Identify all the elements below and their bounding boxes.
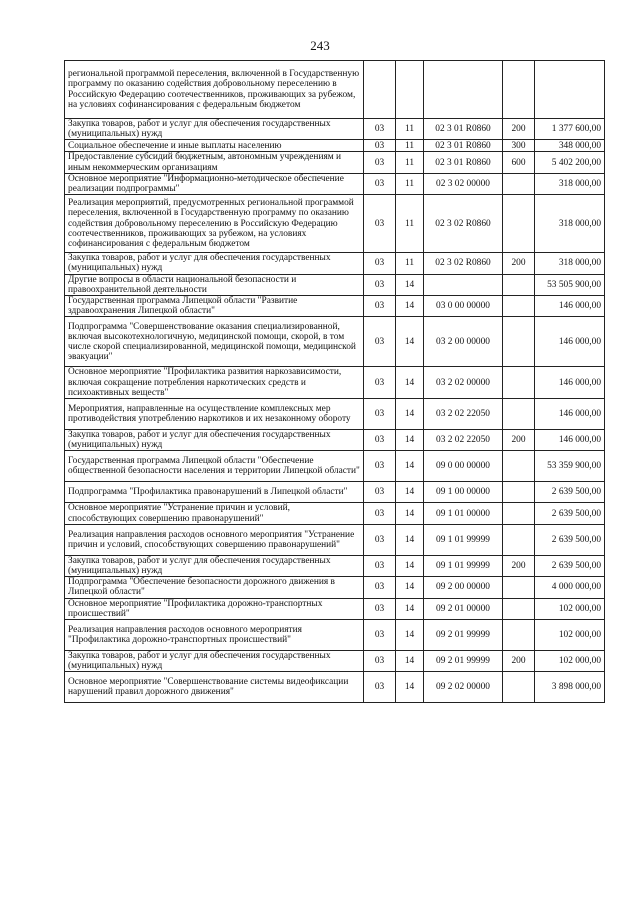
row-target-code: 02 3 02 00000 [424, 173, 503, 194]
row-name: Основное мероприятие "Устранение причин и условий, способствующих совершению правонарушений" [65, 503, 364, 524]
row-expense-type: 200 [503, 253, 535, 274]
row-amount [535, 61, 605, 119]
row-section: 03 [364, 317, 396, 367]
row-name: Закупка товаров, работ и услуг для обеспечения государственных (муниципальных) нужд [65, 430, 364, 451]
row-target-code: 09 1 00 00000 [424, 482, 503, 503]
row-subsection: 14 [396, 367, 424, 399]
row-expense-type: 600 [503, 152, 535, 173]
table-row [65, 524, 605, 555]
row-name: Закупка товаров, работ и услуг для обеспечения государственных (муниципальных) нужд [65, 253, 364, 274]
row-section [364, 61, 396, 119]
row-section: 03 [364, 173, 396, 194]
row-amount: 2 639 500,00 [535, 503, 605, 524]
table-row [65, 482, 605, 503]
row-section: 03 [364, 577, 396, 598]
row-name: региональной программой переселения, включенной в Государственную программу по оказанию содействия добровольному переселению в Российскую Федерацию соотечественников, проживающих за рубежом, на условиях софинансирования с федеральным бюджетом [65, 61, 364, 119]
row-name: Основное мероприятие "Совершенствование системы видеофиксации нарушений правил дорожного движения" [65, 672, 364, 703]
row-amount: 318 000,00 [535, 253, 605, 274]
row-name: Закупка товаров, работ и услуг для обеспечения государственных (муниципальных) нужд [65, 555, 364, 576]
row-expense-type [503, 672, 535, 703]
row-target-code: 09 2 01 99999 [424, 620, 503, 651]
table-row [65, 173, 605, 194]
row-target-code: 09 1 01 99999 [424, 524, 503, 555]
row-amount: 53 359 900,00 [535, 451, 605, 482]
row-target-code: 09 2 01 99999 [424, 651, 503, 672]
row-target-code: 09 0 00 00000 [424, 451, 503, 482]
row-subsection: 14 [396, 451, 424, 482]
page-number: 243 [310, 38, 330, 53]
table-row [65, 577, 605, 598]
row-subsection: 14 [396, 503, 424, 524]
row-amount: 146 000,00 [535, 399, 605, 430]
row-expense-type [503, 173, 535, 194]
row-amount: 146 000,00 [535, 430, 605, 451]
row-expense-type [503, 503, 535, 524]
row-expense-type [503, 296, 535, 317]
row-section: 03 [364, 274, 396, 295]
table-row [65, 451, 605, 482]
row-name: Государственная программа Липецкой области "Развитие здравоохранения Липецкой области" [65, 296, 364, 317]
row-name: Реализация направления расходов основного мероприятия "Профилактика дорожно-транспортных происшествий" [65, 620, 364, 651]
row-amount: 2 639 500,00 [535, 555, 605, 576]
table-row [65, 253, 605, 274]
table-row [65, 367, 605, 399]
row-amount: 1 377 600,00 [535, 119, 605, 140]
row-subsection: 14 [396, 577, 424, 598]
row-amount: 318 000,00 [535, 173, 605, 194]
row-name: Подпрограмма "Совершенствование оказания специализированной, включая высокотехнологичную, медицинской помощи, скорой, в том числе скорой специализированной, медицинской помощи, медицинской эвакуации" [65, 317, 364, 367]
table-row [65, 598, 605, 619]
row-target-code: 09 1 01 99999 [424, 555, 503, 576]
table-row [65, 651, 605, 672]
row-expense-type [503, 195, 535, 253]
row-section: 03 [364, 672, 396, 703]
row-name: Социальное обеспечение и иные выплаты населению [65, 140, 364, 152]
row-name: Закупка товаров, работ и услуг для обеспечения государственных (муниципальных) нужд [65, 119, 364, 140]
row-section: 03 [364, 620, 396, 651]
row-subsection: 11 [396, 253, 424, 274]
row-subsection: 14 [396, 317, 424, 367]
row-section: 03 [364, 152, 396, 173]
row-amount: 146 000,00 [535, 367, 605, 399]
row-section: 03 [364, 503, 396, 524]
row-amount: 2 639 500,00 [535, 482, 605, 503]
row-target-code: 02 3 01 R0860 [424, 119, 503, 140]
row-expense-type: 200 [503, 119, 535, 140]
row-amount: 146 000,00 [535, 296, 605, 317]
row-expense-type [503, 524, 535, 555]
row-expense-type [503, 451, 535, 482]
row-section: 03 [364, 482, 396, 503]
row-subsection: 14 [396, 274, 424, 295]
row-name: Основное мероприятие "Профилактика дорожно-транспортных происшествий" [65, 598, 364, 619]
row-amount: 146 000,00 [535, 317, 605, 367]
row-target-code: 02 3 02 R0860 [424, 253, 503, 274]
row-section: 03 [364, 524, 396, 555]
budget-table-body [65, 61, 605, 703]
table-row [65, 317, 605, 367]
table-row [65, 152, 605, 173]
table-row [65, 274, 605, 295]
row-section: 03 [364, 296, 396, 317]
table-row [65, 61, 605, 119]
row-target-code: 03 2 02 22050 [424, 399, 503, 430]
row-section: 03 [364, 651, 396, 672]
row-subsection: 14 [396, 524, 424, 555]
row-subsection: 14 [396, 555, 424, 576]
row-section: 03 [364, 598, 396, 619]
table-row [65, 399, 605, 430]
row-expense-type [503, 620, 535, 651]
row-section: 03 [364, 367, 396, 399]
row-amount: 2 639 500,00 [535, 524, 605, 555]
table-row [65, 672, 605, 703]
row-subsection: 14 [396, 430, 424, 451]
row-expense-type [503, 577, 535, 598]
row-name: Государственная программа Липецкой области "Обеспечение общественной безопасности населения и территории Липецкой области" [65, 451, 364, 482]
row-amount: 102 000,00 [535, 598, 605, 619]
row-target-code: 02 3 02 R0860 [424, 195, 503, 253]
row-target-code: 03 2 02 00000 [424, 367, 503, 399]
row-name: Подпрограмма "Профилактика правонарушений в Липецкой области" [65, 482, 364, 503]
row-expense-type: 200 [503, 430, 535, 451]
row-expense-type [503, 317, 535, 367]
row-amount: 102 000,00 [535, 651, 605, 672]
row-target-code: 03 2 02 22050 [424, 430, 503, 451]
row-amount: 53 505 900,00 [535, 274, 605, 295]
row-name: Мероприятия, направленные на осуществление комплексных мер противодействия употреблению наркотиков и их незаконному обороту [65, 399, 364, 430]
row-target-code: 03 0 00 00000 [424, 296, 503, 317]
row-section: 03 [364, 195, 396, 253]
row-subsection: 11 [396, 140, 424, 152]
row-section: 03 [364, 451, 396, 482]
table-row [65, 119, 605, 140]
row-subsection: 14 [396, 482, 424, 503]
row-amount: 102 000,00 [535, 620, 605, 651]
row-expense-type [503, 274, 535, 295]
row-amount: 3 898 000,00 [535, 672, 605, 703]
row-section: 03 [364, 555, 396, 576]
row-target-code: 03 2 00 00000 [424, 317, 503, 367]
row-amount: 348 000,00 [535, 140, 605, 152]
row-section: 03 [364, 430, 396, 451]
row-name: Основное мероприятие "Информационно-методическое обеспечение реализации подпрограммы" [65, 173, 364, 194]
row-target-code: 02 3 01 R0860 [424, 152, 503, 173]
row-name: Подпрограмма "Обеспечение безопасности дорожного движения в Липецкой области" [65, 577, 364, 598]
row-subsection: 14 [396, 672, 424, 703]
row-name: Другие вопросы в области национальной безопасности и правоохранительной деятельности [65, 274, 364, 295]
row-target-code [424, 61, 503, 119]
row-target-code: 09 2 01 00000 [424, 598, 503, 619]
row-subsection: 11 [396, 195, 424, 253]
row-expense-type: 200 [503, 555, 535, 576]
row-target-code: 09 2 02 00000 [424, 672, 503, 703]
row-section: 03 [364, 253, 396, 274]
row-expense-type [503, 367, 535, 399]
row-expense-type: 200 [503, 651, 535, 672]
row-subsection: 14 [396, 296, 424, 317]
row-subsection: 11 [396, 119, 424, 140]
row-section: 03 [364, 399, 396, 430]
table-row [65, 503, 605, 524]
row-expense-type [503, 598, 535, 619]
row-name: Реализация мероприятий, предусмотренных региональной программой переселения, включенной в Государственную программу по оказанию содействия добровольному переселению в Российскую Федерацию соотечественников, проживающих за рубежом, на условиях софинансирования с федеральным бюджетом [65, 195, 364, 253]
row-section: 03 [364, 119, 396, 140]
row-target-code: 02 3 01 R0860 [424, 140, 503, 152]
row-amount: 4 000 000,00 [535, 577, 605, 598]
row-subsection: 14 [396, 399, 424, 430]
row-name: Реализация направления расходов основного мероприятия "Устранение причин и условий, способствующих совершению правонарушений" [65, 524, 364, 555]
row-expense-type [503, 482, 535, 503]
row-subsection: 14 [396, 651, 424, 672]
row-expense-type: 300 [503, 140, 535, 152]
table-row [65, 620, 605, 651]
row-name: Основное мероприятие "Профилактика развития наркозависимости, включая сокращение потребления наркотических средств и психоактивных веществ" [65, 367, 364, 399]
row-target-code: 09 1 01 00000 [424, 503, 503, 524]
table-row [65, 430, 605, 451]
table-row [65, 195, 605, 253]
table-row [65, 555, 605, 576]
row-expense-type [503, 399, 535, 430]
row-subsection: 11 [396, 152, 424, 173]
row-amount: 318 000,00 [535, 195, 605, 253]
row-target-code [424, 274, 503, 295]
row-subsection [396, 61, 424, 119]
row-expense-type [503, 61, 535, 119]
row-subsection: 11 [396, 173, 424, 194]
table-row [65, 140, 605, 152]
row-subsection: 14 [396, 620, 424, 651]
row-name: Закупка товаров, работ и услуг для обеспечения государственных (муниципальных) нужд [65, 651, 364, 672]
budget-table [64, 60, 605, 703]
row-section: 03 [364, 140, 396, 152]
table-row [65, 296, 605, 317]
row-subsection: 14 [396, 598, 424, 619]
row-amount: 5 402 200,00 [535, 152, 605, 173]
row-target-code: 09 2 00 00000 [424, 577, 503, 598]
row-name: Предоставление субсидий бюджетным, автономным учреждениям и иным некоммерческим организациям [65, 152, 364, 173]
